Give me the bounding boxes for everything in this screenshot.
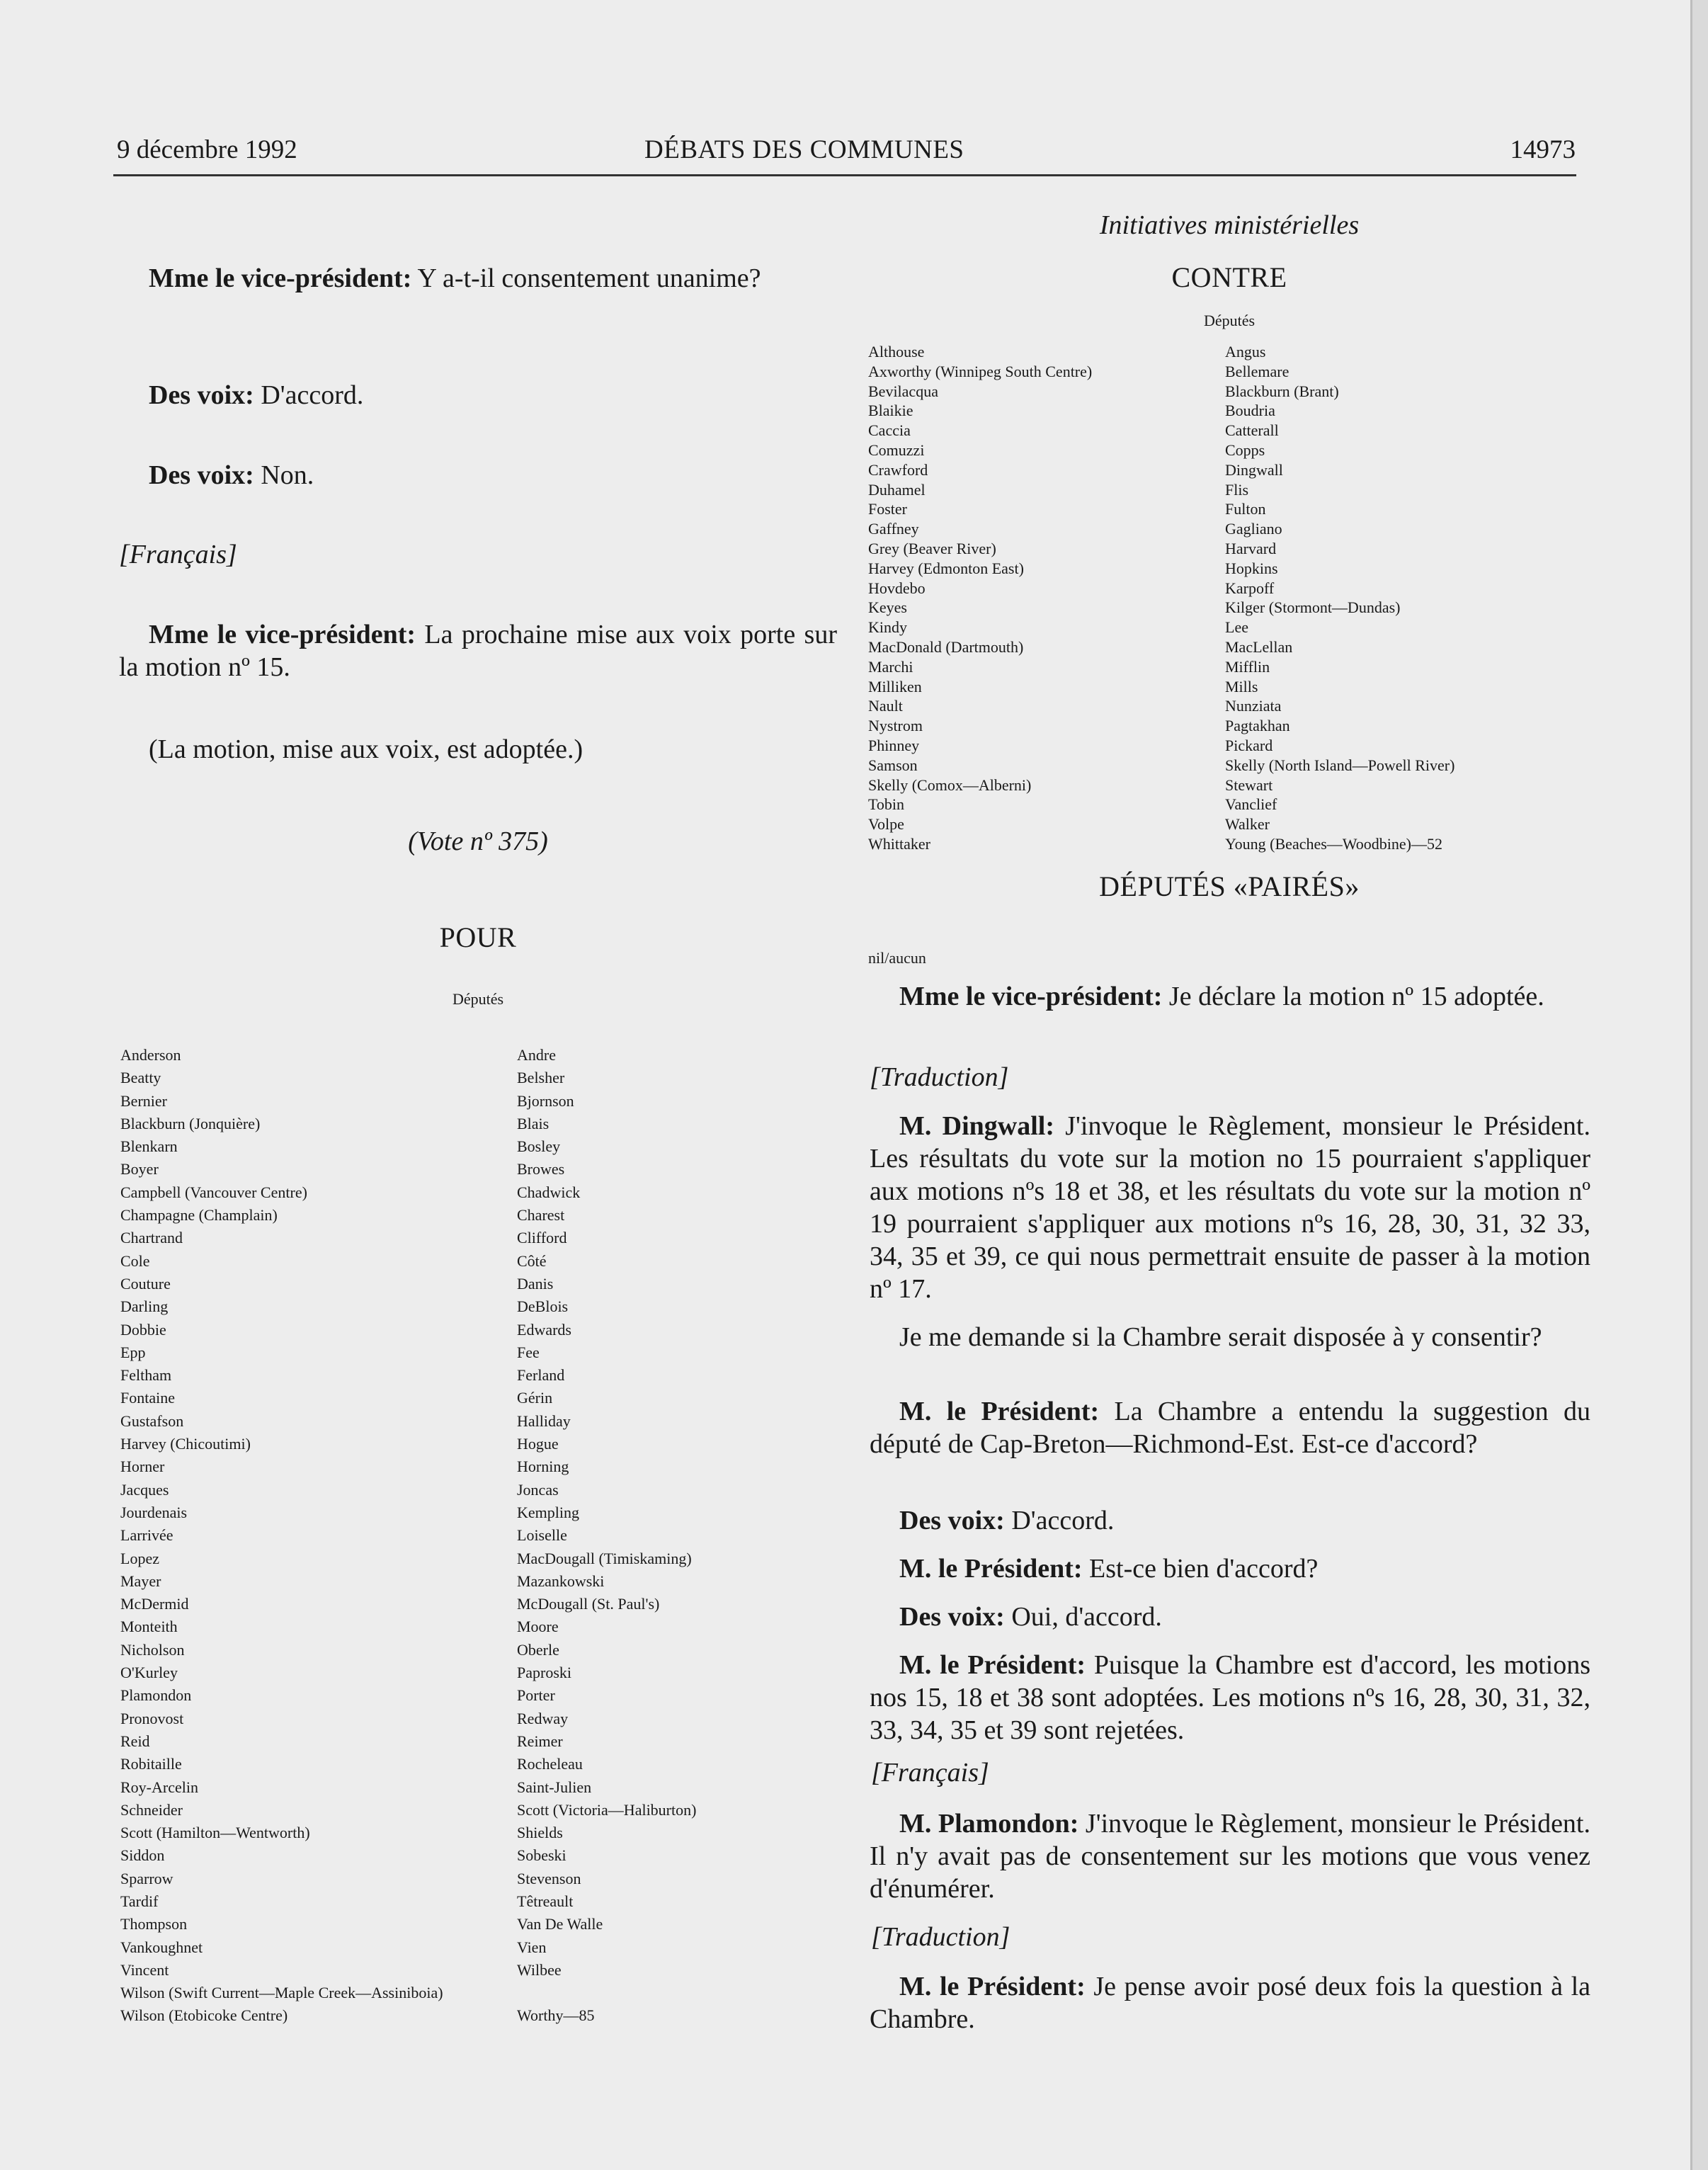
deputy-name: Chartrand [120,1229,183,1247]
deputy-name: Pronovost [120,1709,184,1727]
deputy-name: McDermid [120,1595,189,1613]
deputy-name: Belsher [517,1069,565,1087]
deputy-name: Gérin [517,1389,553,1407]
paragraph-voices-agree [119,379,837,411]
deputy-name: Beatty [120,1069,161,1087]
deputy-name: Roy-Arcelin [120,1778,198,1796]
deputy-name: Volpe [868,815,904,834]
deputy-name: Althouse [868,343,925,360]
paragraph-president-result [870,1649,1590,1746]
paragraph-motion-adopted [119,733,837,766]
deputy-name: Ferland [517,1366,565,1385]
deputy-name: Skelly (Comox—Alberni) [868,776,1032,794]
deputy-name: Pagtakhan [1225,717,1290,735]
pour-list-column-2 [517,1044,837,2028]
deputy-name: Lopez [120,1549,159,1567]
header-page-number: 14973 [1510,135,1576,164]
deputy-name: Redway [517,1709,569,1727]
deputy-name: Young (Beaches—Woodbine)—52 [1225,834,1443,853]
deputy-name: Scott (Hamilton—Wentworth) [120,1824,310,1842]
deputy-name: Grey (Beaver River) [868,539,996,557]
deputy-name: Harvey (Edmonton East) [868,559,1024,577]
deputy-name: Gustafson [120,1411,184,1430]
paragraph-voices-yes [870,1601,1590,1633]
deputy-name: Duhamel [868,480,926,499]
deputy-name: Hovdebo [868,579,926,597]
deputy-name: Oberle [517,1640,559,1659]
deputy-name: Nault [868,697,903,715]
deputy-name: Rocheleau [517,1755,583,1773]
deputy-name: Vincent [120,1960,169,1979]
deputy-name: Loiselle [517,1526,567,1545]
deputy-name: Darling [120,1297,169,1316]
deputy-name: Skelly (North Island—Powell River) [1225,756,1455,774]
deputy-name: Vanclief [1225,795,1277,814]
deputy-name: Whittaker [868,834,930,853]
deputy-name: Couture [120,1274,171,1293]
deputy-name: Crawford [868,460,928,479]
deputy-name: Têtreault [517,1892,574,1910]
deputy-name: Bjornson [517,1091,574,1110]
deputy-name: Porter [517,1686,555,1705]
deputy-name: Mayer [120,1572,161,1590]
deputy-name: Flis [1225,480,1249,499]
deputy-name: Worthy—85 [517,2006,595,2025]
page-edge [1690,0,1708,2170]
deputy-name: Lee [1225,618,1248,637]
deputy-name: Mills [1225,677,1258,695]
speech-text: Non. [254,460,314,490]
speaker: Des voix: [149,460,254,490]
deputy-name: Harvey (Chicoutimi) [120,1435,251,1453]
deputy-name: Anderson [120,1046,181,1064]
deputy-name: Bosley [517,1137,561,1156]
paragraph-president-final [870,1970,1590,2035]
deputy-name: Nystrom [868,717,923,735]
deputy-name: Blackburn (Brant) [1225,382,1339,400]
deputy-name: Jacques [120,1480,169,1499]
deputy-name: Kindy [868,618,907,637]
deputy-name: Feltham [120,1366,172,1385]
paragraph-president-suggestion [870,1395,1590,1460]
speech-text: Puisque la Chambre est d'accord, les motions nos 15, 18 et 38 sont adoptées. Les motions nºs 16, 28, 30, 31, 32, 33, 34, 35 et 39 sont rejetées. [870,1650,1590,1745]
deputy-name: Schneider [120,1800,183,1819]
deputy-name: Clifford [517,1229,567,1247]
deputy-name: Shields [517,1824,563,1842]
deputy-name: Axworthy (Winnipeg South Centre) [868,362,1093,380]
deputy-name: MacDougall (Timiskaming) [517,1549,692,1567]
deputy-name: Jourdenais [120,1503,188,1521]
deputy-name: Horner [120,1458,165,1476]
deputy-name: Van De Walle [517,1915,603,1933]
deputes-label: Députés [1203,312,1256,329]
deputy-name: Fee [517,1343,540,1361]
deputy-name: Kilger (Stormont—Dundas) [1225,598,1401,617]
deputy-name: Gaffney [868,520,919,538]
deputy-name: Samson [868,756,918,774]
deputy-name: Joncas [517,1480,559,1499]
deputes-label: Députés [452,990,504,1008]
deputy-name: Milliken [868,677,922,695]
deputy-name: Siddon [120,1846,165,1865]
deputy-name: Marchi [868,657,913,676]
deputy-name: Reid [120,1732,150,1750]
deputy-name: Mifflin [1225,657,1270,676]
deputy-name: DeBlois [517,1297,569,1316]
paragraph-next-vote [119,618,837,683]
speaker: Des voix: [899,1506,1005,1535]
deputy-name: Walker [1225,815,1270,834]
deputy-name: Cole [120,1251,150,1270]
deputy-name: Tobin [868,795,905,814]
deputy-name: Horning [517,1458,569,1476]
deputy-name: Bernier [120,1091,167,1110]
deputy-name: Fontaine [120,1389,175,1407]
deputy-name: Larrivée [120,1526,173,1545]
translation-marker: [Traduction] [870,1062,1009,1092]
speech-text: La prochaine mise aux voix porte sur la motion nº 15. [119,620,837,682]
translation-marker-2: [Traduction] [871,1922,1010,1952]
paragraph-declare-adopted [870,980,1590,1013]
deputy-name: Caccia [868,421,911,440]
speech-text: D'accord. [254,380,364,410]
deputy-name: Monteith [120,1618,178,1636]
left-column [119,0,837,2125]
pour-heading: POUR [439,921,517,953]
header-date: 9 décembre 1992 [117,135,297,164]
deputy-name: Stewart [1225,776,1273,794]
deputy-name: Blackburn (Jonquière) [120,1114,261,1132]
deputy-name: Robitaille [120,1755,182,1773]
speaker: Mme le vice-président: [149,620,416,649]
deputy-name: Foster [868,500,907,518]
deputy-name: Andre [517,1046,556,1064]
deputy-name: Vien [517,1938,547,1956]
speaker: M. le Président: [899,1397,1100,1426]
deputy-name: Harvard [1225,539,1277,557]
deputy-name [517,1982,837,2004]
paragraph-consent-ask [870,1321,1590,1353]
deputy-name: Nunziata [1225,697,1282,715]
deputy-name: MacDonald (Dartmouth) [868,637,1024,656]
speech-text: J'invoque le Règlement, monsieur le Président. Il n'y avait pas de consentement sur les motions que vous venez d'énumérer. [870,1809,1590,1904]
deputy-name: Dobbie [120,1320,166,1339]
deputy-name: Wilbee [517,1960,562,1979]
deputy-name: Sparrow [120,1869,173,1887]
deputy-name: Fulton [1225,500,1266,518]
contre-heading: CONTRE [1171,261,1287,293]
speaker: Mme le vice-président: [899,982,1163,1011]
deputy-name: Comuzzi [868,441,925,459]
deputy-name: Paproski [517,1664,571,1682]
deputy-name: Boyer [120,1160,159,1178]
speech-text: (La motion, mise aux voix, est adoptée.) [149,734,583,764]
deputy-name: Blenkarn [120,1137,178,1156]
deputy-name: Boudria [1225,402,1275,420]
section-title: Initiatives ministérielles [1099,210,1360,240]
deputy-name: Wilson (Swift Current—Maple Creek—Assiniboia) [120,1984,443,2002]
deputy-name: Pickard [1225,736,1273,754]
speech-text: La Chambre a entendu la suggestion du député de Cap-Breton—Richmond-Est. Est-ce d'accord? [870,1397,1590,1459]
paragraph-consent-question [119,262,837,295]
deputy-name: Stevenson [517,1869,581,1887]
deputy-name: Saint-Julien [517,1778,592,1796]
language-marker: [Français] [119,540,237,569]
deputy-name: McDougall (St. Paul's) [517,1595,660,1613]
deputy-name: Moore [517,1618,559,1636]
deputy-name: Phinney [868,736,920,754]
deputy-name: Hopkins [1225,559,1278,577]
deputy-name: Hogue [517,1435,559,1453]
pour-list-column-1 [120,1044,517,2028]
speech-text: J'invoque le Règlement, monsieur le Président. Les résultats du vote sur la motion no 15 pourraient s'appliquer aux motions nºs 18 et 38, et les résultats du vote sur la motion nº 19 pourraient s'appliquer aux motions nºs 16, 28, 30, 31, 32 33, 34, 35 et 39, ce qui nous permettrait ensuite de passer à la motion nº 17. [870,1111,1590,1304]
speech-text: Je déclare la motion nº 15 adoptée. [1162,982,1544,1011]
speaker: M. le Président: [899,1650,1086,1680]
deputy-name: Gagliano [1225,520,1282,538]
speaker: M. le Président: [899,1554,1083,1584]
paragraph-plamondon [870,1807,1590,1905]
deputy-name: Sobeski [517,1846,567,1865]
deputy-name: Vankoughnet [120,1938,203,1956]
deputy-name: Mazankowski [517,1572,605,1590]
paragraph-dingwall [870,1110,1590,1305]
deputy-name: Karpoff [1225,579,1275,597]
deputy-name: Reimer [517,1732,563,1750]
deputy-name: Edwards [517,1320,571,1339]
speech-text: D'accord. [1004,1506,1115,1535]
speech-text: Je me demande si la Chambre serait disposée à y consentir? [899,1322,1542,1352]
deputy-name: Champagne (Champlain) [120,1206,278,1225]
contre-list-column-1 [868,342,1222,854]
deputy-name: Browes [517,1160,565,1178]
deputy-name: Epp [120,1343,146,1361]
speaker: Des voix: [149,380,254,410]
deputy-name: Scott (Victoria—Haliburton) [517,1800,697,1819]
deputy-name: Wilson (Etobicoke Centre) [120,2006,288,2025]
paired-none: nil/aucun [868,949,926,967]
deputy-name: Halliday [517,1411,571,1430]
deputy-name: Blais [517,1114,550,1132]
speech-text: Je pense avoir posé deux fois la question à la Chambre. [870,1972,1590,2034]
deputy-name: Angus [1225,343,1266,360]
paragraph-president-confirm [870,1552,1590,1585]
deputy-name: Thompson [120,1915,188,1933]
deputy-name: Copps [1225,441,1265,459]
speaker: M. Plamondon: [899,1809,1079,1839]
speaker: Mme le vice-président: [149,263,412,293]
deputy-name: Bellemare [1225,362,1289,380]
deputy-name: Danis [517,1274,554,1293]
deputy-name: O'Kurley [120,1664,178,1682]
speech-text: Y a-t-il consentement unanime? [411,263,761,293]
contre-list-column-2 [1225,342,1590,854]
paragraph-voices-no [119,459,837,492]
deputy-name: MacLellan [1225,637,1293,656]
right-column [868,0,1590,2125]
deputy-name: Chadwick [517,1183,581,1201]
header-title: DÉBATS DES COMMUNES [644,135,964,164]
deputy-name: Nicholson [120,1640,185,1659]
paired-heading: DÉPUTÉS «PAIRÉS» [1099,870,1360,902]
deputy-name: Charest [517,1206,565,1225]
deputy-name: Bevilacqua [868,382,938,400]
language-marker-2: [Français] [871,1758,989,1788]
speech-text: Est-ce bien d'accord? [1082,1554,1319,1584]
speech-text: Oui, d'accord. [1004,1602,1162,1632]
deputy-name: Campbell (Vancouver Centre) [120,1183,307,1201]
deputy-name: Dingwall [1225,460,1283,479]
vote-number: (Vote nº 375) [408,826,548,856]
speaker: Des voix: [899,1602,1005,1632]
speaker: M. le Président: [899,1972,1086,2001]
deputy-name: Plamondon [120,1686,192,1705]
deputy-name: Blaikie [868,402,913,420]
deputy-name: Keyes [868,598,907,617]
paragraph-voices-agree-2 [870,1504,1590,1537]
deputy-name: Catterall [1225,421,1279,440]
deputy-name: Kempling [517,1503,579,1521]
deputy-name: Côté [517,1251,547,1270]
speaker: M. Dingwall: [899,1111,1054,1141]
deputy-name: Tardif [120,1892,159,1910]
